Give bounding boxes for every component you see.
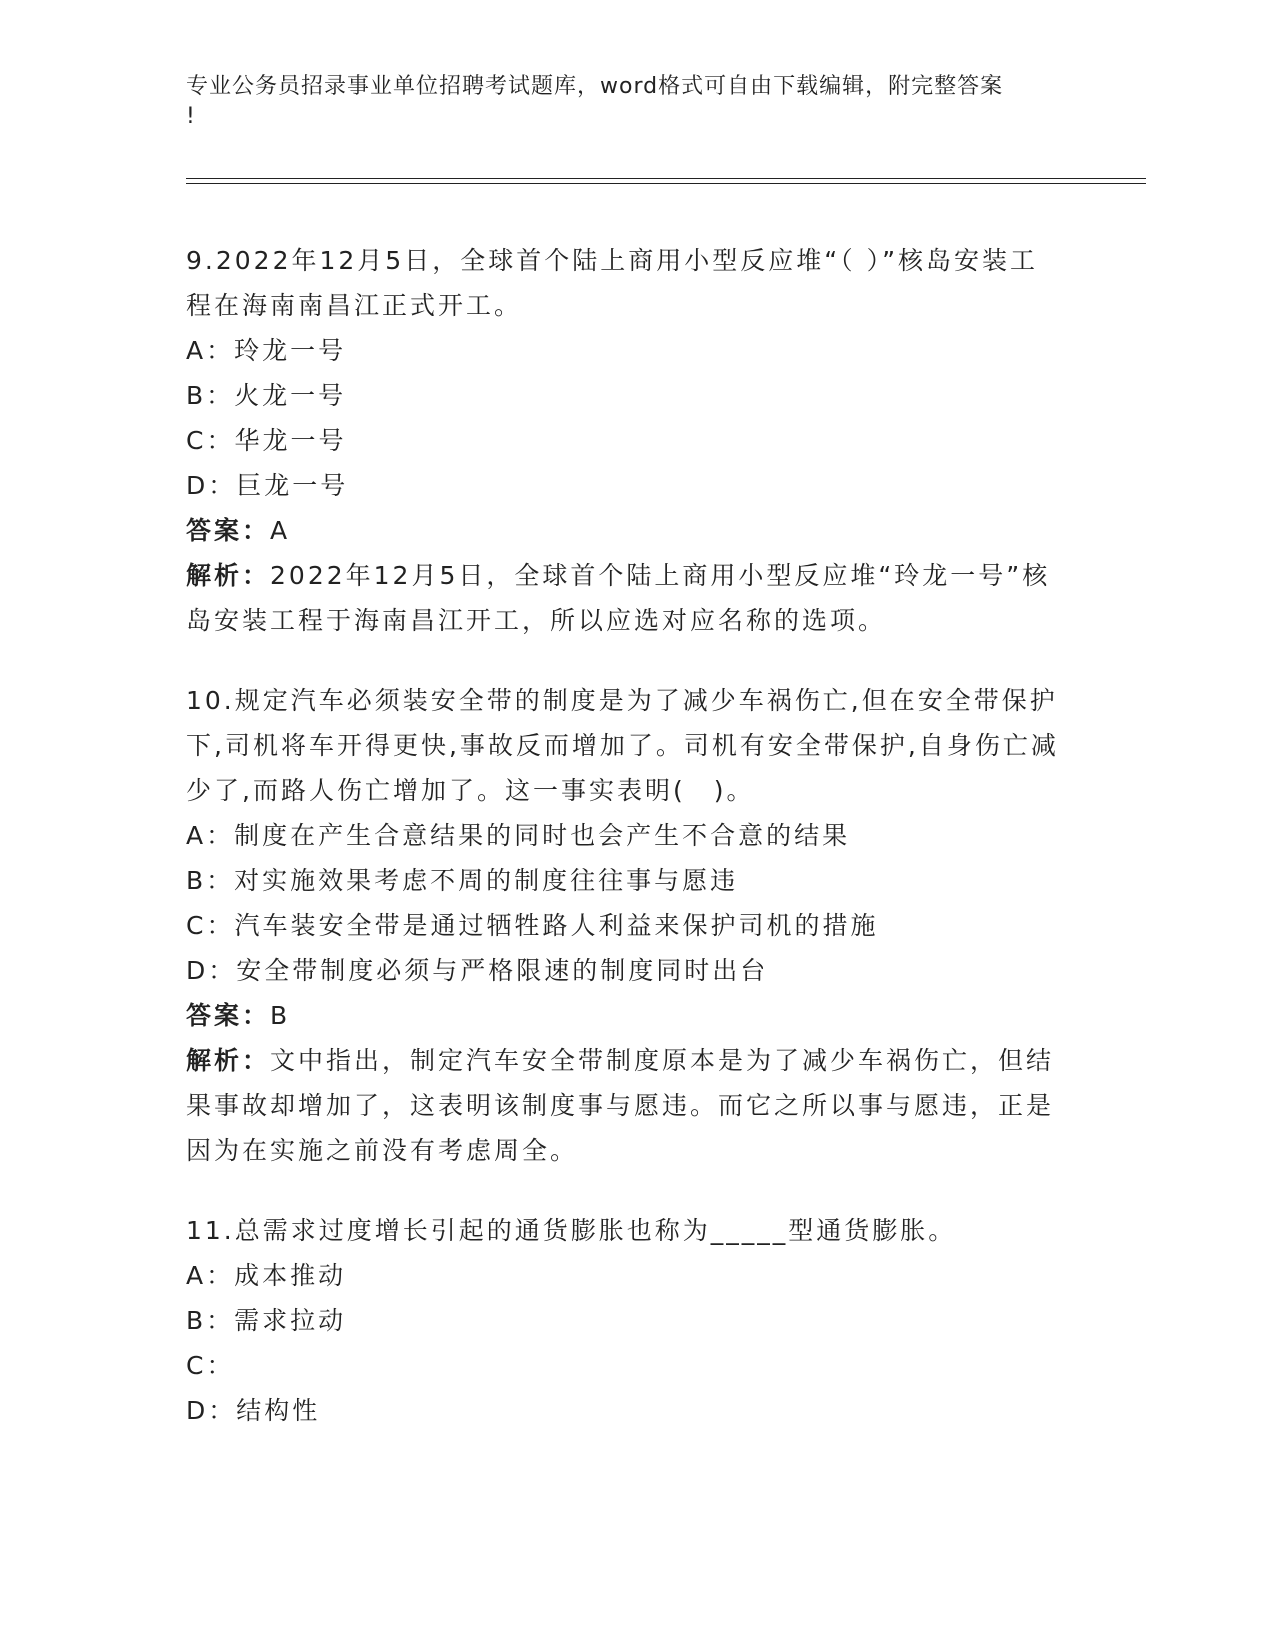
analysis-text: 文中指出，制定汽车安全带制度原本是为了减少车祸伤亡，但结果事故却增加了，这表明该制度事与愿违。而它之所以事与愿违，正是因为在实施之前没有考虑周全。	[186, 1046, 1055, 1165]
option-key: B：	[186, 381, 235, 410]
option-text: 结构性	[236, 1396, 321, 1425]
page-header	[186, 72, 1086, 132]
option-key: A：	[186, 821, 235, 850]
option-key: B：	[186, 1306, 235, 1335]
option-text: 需求拉动	[234, 1306, 347, 1335]
question-10	[186, 678, 1066, 1173]
option-text: 制度在产生合意结果的同时也会产生不合意的结果	[234, 821, 851, 850]
option-key: C：	[186, 1351, 235, 1380]
analysis-label: 解析：	[186, 561, 271, 590]
option-d	[186, 1388, 1066, 1433]
option-text: 对实施效果考虑不周的制度往往事与愿违	[234, 866, 739, 895]
answer-label: 答案：	[186, 516, 271, 545]
question-stem: 9.2022年12月5日，全球首个陆上商用小型反应堆“（ ）”核岛安装工程在海南南昌江正式开工。	[186, 246, 1039, 320]
question-list	[186, 238, 1066, 1468]
answer-label: 答案：	[186, 1001, 271, 1030]
option-a	[186, 813, 1066, 858]
option-key: D：	[186, 471, 237, 500]
header-divider-top	[186, 178, 1146, 179]
option-text: 巨龙一号	[236, 471, 349, 500]
header-line-1: 专业公务员招录事业单位招聘考试题库，word格式可自由下载编辑，附完整答案	[186, 74, 1004, 99]
option-key: C：	[186, 426, 235, 455]
analysis-row	[186, 553, 1066, 643]
option-c	[186, 903, 1066, 948]
header-line-2: !	[186, 104, 196, 129]
option-text: 火龙一号	[234, 381, 347, 410]
option-a	[186, 328, 1066, 373]
answer-row	[186, 993, 1066, 1038]
option-b	[186, 858, 1066, 903]
answer-row	[186, 508, 1066, 553]
option-text: 安全带制度必须与严格限速的制度同时出台	[236, 956, 769, 985]
analysis-text: 2022年12月5日，全球首个陆上商用小型反应堆“玲龙一号”核岛安装工程于海南昌江开工，所以应选对应名称的选项。	[186, 561, 1051, 635]
answer-value: B	[270, 1001, 291, 1030]
option-key: A：	[186, 336, 235, 365]
header-divider-bottom	[186, 183, 1146, 184]
question-9	[186, 238, 1066, 643]
analysis-label: 解析：	[186, 1046, 271, 1075]
option-key: A：	[186, 1261, 235, 1290]
option-text: 成本推动	[234, 1261, 347, 1290]
question-11	[186, 1208, 1066, 1433]
question-stem: 10.规定汽车必须装安全带的制度是为了减少车祸伤亡,但在安全带保护下,司机将车开得更快,事故反而增加了。司机有安全带保护,自身伤亡减少了,而路人伤亡增加了。这一事实表明( )。	[186, 686, 1059, 805]
option-b	[186, 373, 1066, 418]
option-key: B：	[186, 866, 235, 895]
analysis-row	[186, 1038, 1066, 1173]
option-text: 汽车装安全带是通过牺牲路人利益来保护司机的措施	[234, 911, 879, 940]
option-key: C：	[186, 911, 235, 940]
option-text: 华龙一号	[234, 426, 347, 455]
option-c	[186, 418, 1066, 463]
option-b	[186, 1298, 1066, 1343]
option-key: D：	[186, 1396, 237, 1425]
option-d	[186, 463, 1066, 508]
option-d	[186, 948, 1066, 993]
question-stem: 11.总需求过度增长引起的通货膨胀也称为_____型通货膨胀。	[186, 1216, 957, 1245]
option-c	[186, 1343, 1066, 1388]
option-a	[186, 1253, 1066, 1298]
option-key: D：	[186, 956, 237, 985]
answer-value: A	[270, 516, 291, 545]
option-text: 玲龙一号	[234, 336, 347, 365]
